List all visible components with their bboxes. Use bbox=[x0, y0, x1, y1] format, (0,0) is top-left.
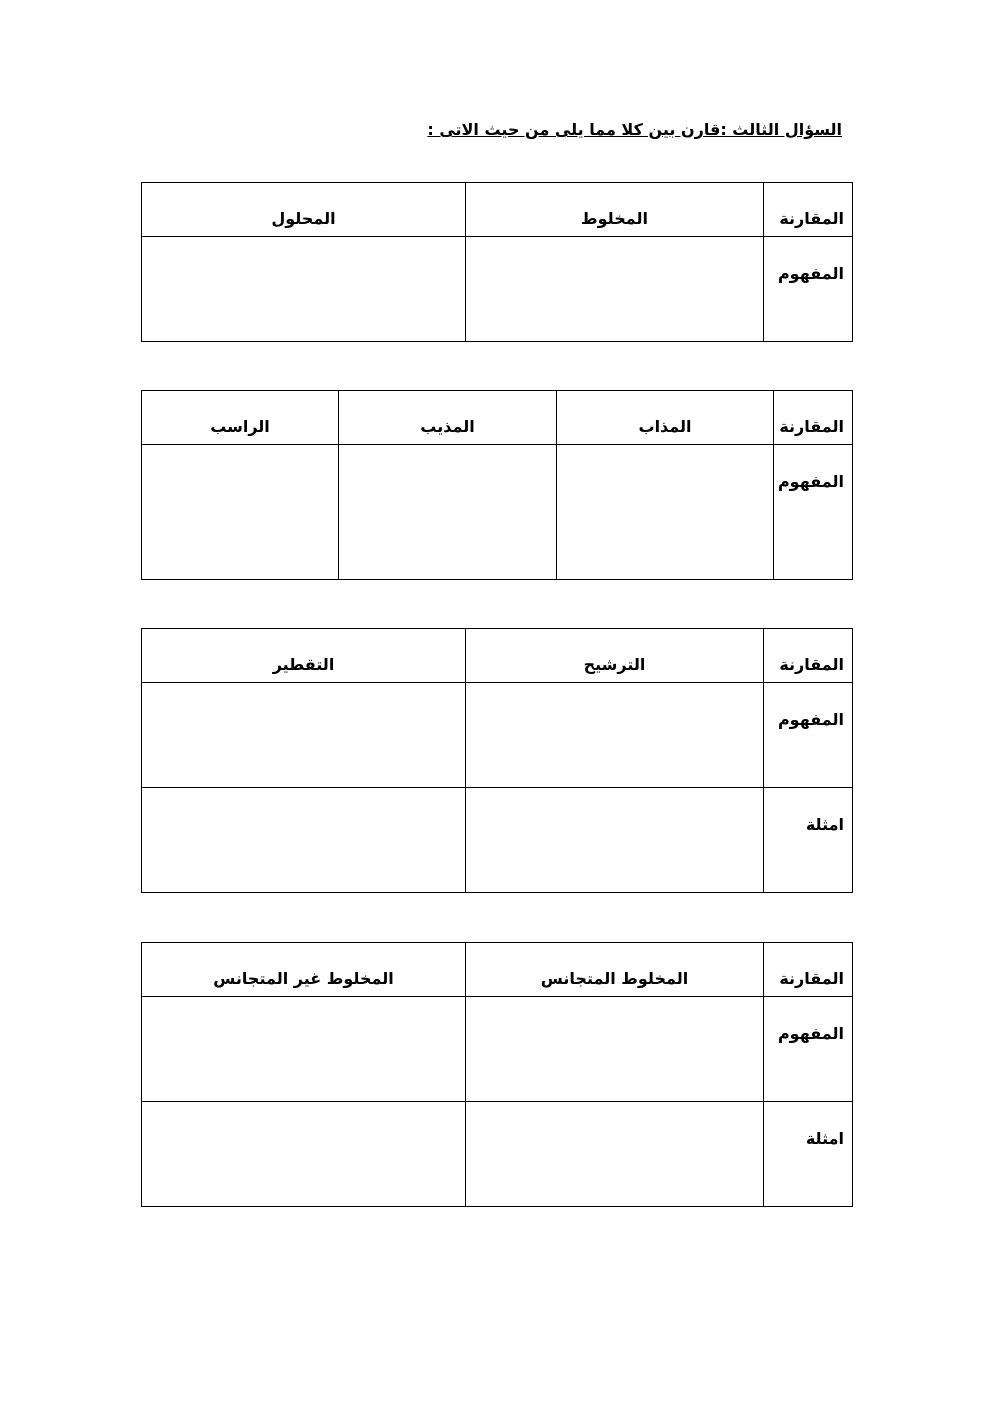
table-row bbox=[142, 445, 853, 580]
answer-cell[interactable] bbox=[142, 237, 466, 342]
question-title: السؤال الثالث :قارن بين كلا مما يلى من حيث الاتى : bbox=[427, 120, 842, 139]
comparison-table-homogeneous-heterogeneous bbox=[141, 942, 853, 1207]
column-header-solvent: المذيب bbox=[339, 391, 557, 445]
answer-cell[interactable] bbox=[142, 445, 339, 580]
column-header-precipitate: الراسب bbox=[142, 391, 339, 445]
table-header-row bbox=[142, 391, 853, 445]
table-row bbox=[142, 683, 853, 788]
row-label-concept: المفهوم bbox=[774, 445, 853, 580]
column-header-distillation: التقطير bbox=[142, 629, 466, 683]
comparison-label: المقارنة bbox=[764, 183, 853, 237]
answer-cell[interactable] bbox=[142, 1102, 466, 1207]
table-row bbox=[142, 237, 853, 342]
answer-cell[interactable] bbox=[142, 788, 466, 893]
comparison-label: المقارنة bbox=[764, 629, 853, 683]
answer-cell[interactable] bbox=[339, 445, 557, 580]
column-header-homogeneous: المخلوط المتجانس bbox=[466, 943, 764, 997]
comparison-label: المقارنة bbox=[764, 943, 853, 997]
answer-cell[interactable] bbox=[466, 997, 764, 1102]
answer-cell[interactable] bbox=[142, 997, 466, 1102]
answer-cell[interactable] bbox=[142, 683, 466, 788]
answer-cell[interactable] bbox=[466, 1102, 764, 1207]
table-row bbox=[142, 997, 853, 1102]
comparison-table-solute-solvent-precipitate bbox=[141, 390, 853, 580]
column-header-solute: المذاب bbox=[557, 391, 774, 445]
table-header-row bbox=[142, 629, 853, 683]
row-label-concept: المفهوم bbox=[764, 683, 853, 788]
table-row bbox=[142, 788, 853, 893]
column-header-mixture: المخلوط bbox=[466, 183, 764, 237]
answer-cell[interactable] bbox=[557, 445, 774, 580]
column-header-solution: المحلول bbox=[142, 183, 466, 237]
answer-cell[interactable] bbox=[466, 683, 764, 788]
column-header-heterogeneous: المخلوط غير المتجانس bbox=[142, 943, 466, 997]
answer-cell[interactable] bbox=[466, 788, 764, 893]
row-label-examples: امثلة bbox=[764, 1102, 853, 1207]
row-label-concept: المفهوم bbox=[764, 237, 853, 342]
comparison-table-filtration-distillation bbox=[141, 628, 853, 893]
column-header-filtration: الترشيح bbox=[466, 629, 764, 683]
comparison-table-mixture-solution bbox=[141, 182, 853, 342]
table-row bbox=[142, 1102, 853, 1207]
table-header-row bbox=[142, 183, 853, 237]
table-header-row bbox=[142, 943, 853, 997]
comparison-label: المقارنة bbox=[774, 391, 853, 445]
row-label-concept: المفهوم bbox=[764, 997, 853, 1102]
answer-cell[interactable] bbox=[466, 237, 764, 342]
row-label-examples: امثلة bbox=[764, 788, 853, 893]
